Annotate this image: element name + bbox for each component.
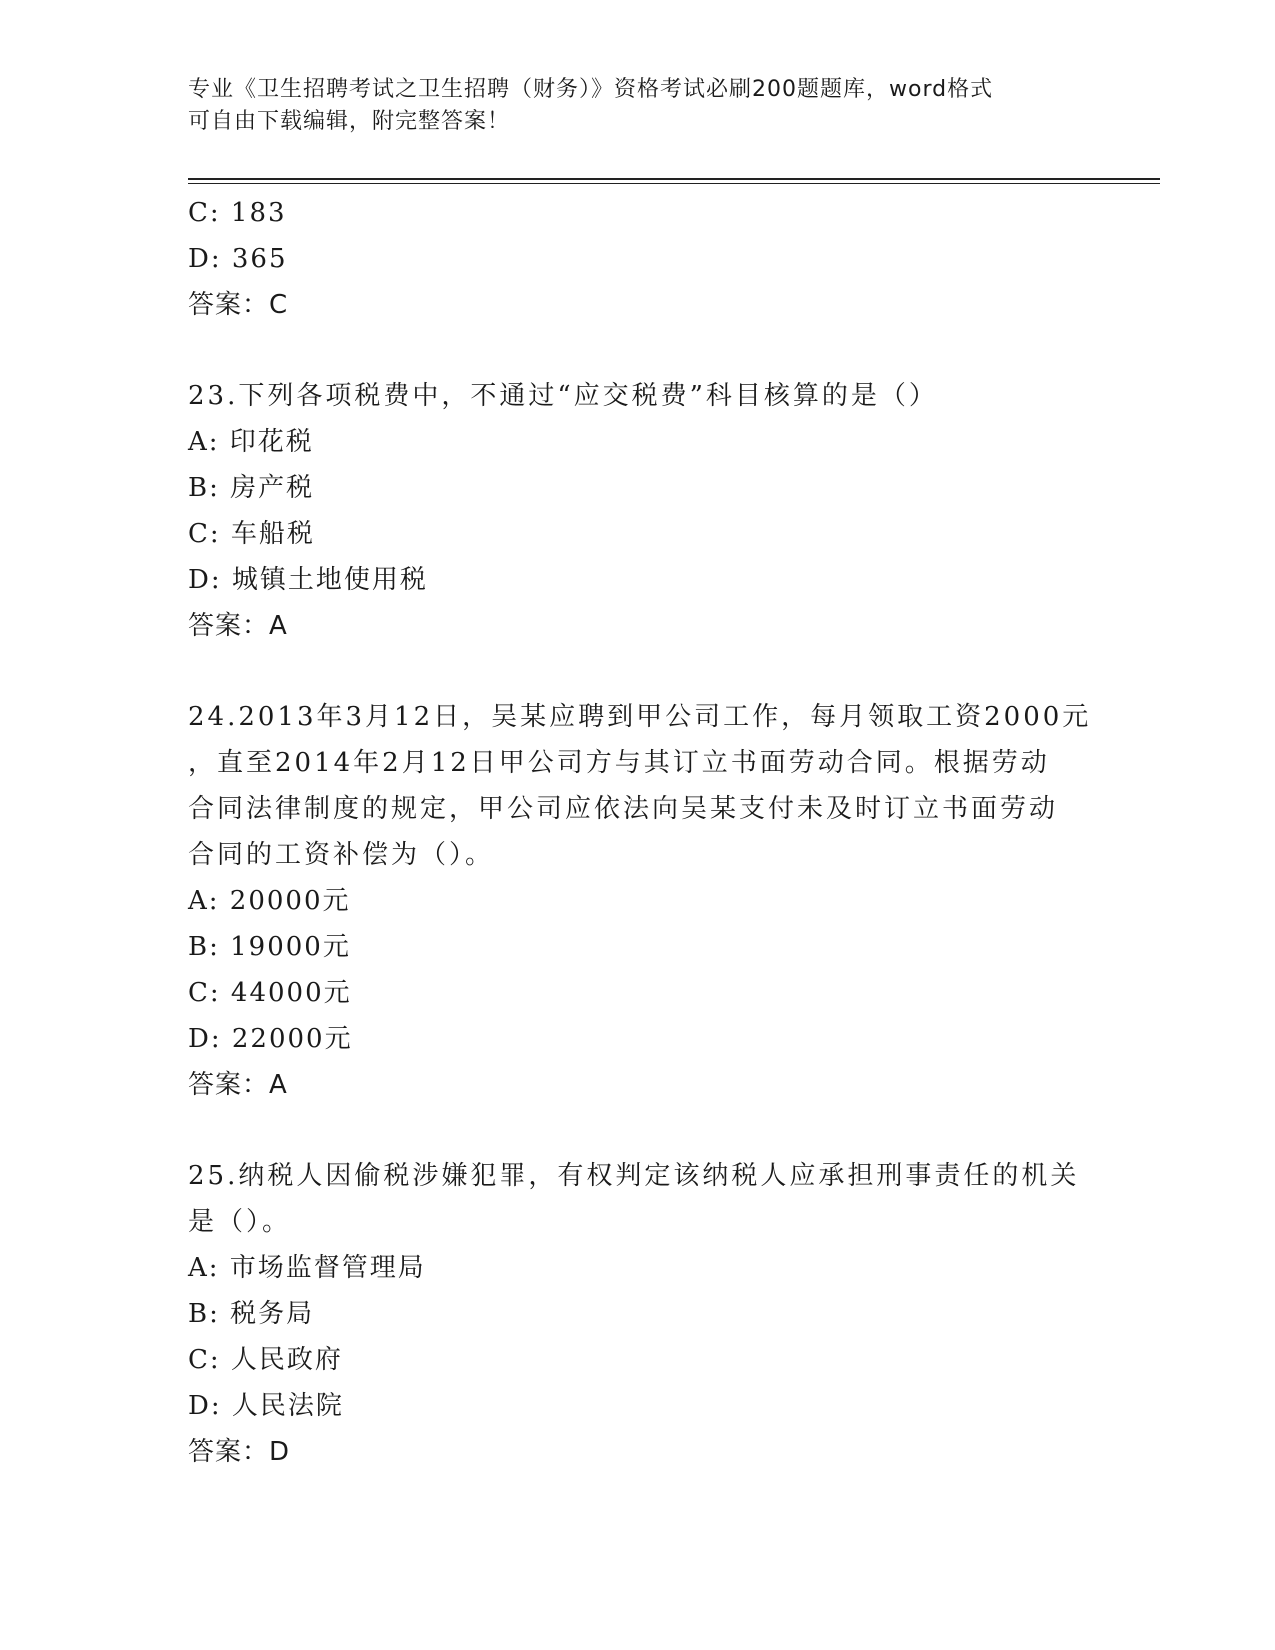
- question-25: [188, 1153, 1088, 1475]
- header-title-line-1: 专业《卫生招聘考试之卫生招聘（财务）》资格考试必刷200题题库，word格式: [188, 77, 994, 102]
- option-d: D: 365: [188, 244, 288, 274]
- header-rule-thick: [188, 178, 1160, 180]
- option-b: B: 房产税: [188, 473, 315, 503]
- header-rule-thin: [188, 183, 1160, 184]
- option-c: C: 183: [188, 198, 287, 228]
- question-stem-line: 合同的工资补偿为（）。: [188, 840, 495, 870]
- option-a: A: 20000元: [188, 886, 351, 916]
- question-stem: 23.下列各项税费中，不通过“应交税费”科目核算的是（）: [188, 381, 938, 411]
- option-c: C: 车船税: [188, 519, 315, 549]
- answer-line: 答案：A: [188, 611, 288, 641]
- option-c: C: 44000元: [188, 978, 352, 1008]
- question-stem-line: 25.纳税人因偷税涉嫌犯罪，有权判定该纳税人应承担刑事责任的机关: [188, 1161, 1080, 1191]
- question-list: [188, 190, 1092, 1475]
- option-b: B: 19000元: [188, 932, 351, 962]
- question-stem-line: 合同法律制度的规定，甲公司应依法向吴某支付未及时订立书面劳动: [188, 794, 1059, 824]
- option-a: A: 市场监督管理局: [188, 1253, 426, 1283]
- page-header: [188, 74, 1088, 138]
- question-23: [188, 373, 1088, 649]
- spacer: [188, 1108, 1088, 1153]
- answer-line: 答案：A: [188, 1070, 288, 1100]
- option-d: D: 人民法院: [188, 1391, 344, 1421]
- option-c: C: 人民政府: [188, 1345, 343, 1375]
- question-22-tail: [188, 190, 1088, 328]
- spacer: [188, 649, 1088, 694]
- question-24: [188, 694, 1092, 1108]
- option-a: A: 印花税: [188, 427, 314, 457]
- answer-line: 答案：C: [188, 290, 289, 320]
- question-stem-line: 是（）。: [188, 1207, 292, 1237]
- option-d: D: 22000元: [188, 1024, 353, 1054]
- question-stem-line: 24.2013年3月12日，吴某应聘到甲公司工作，每月领取工资2000元: [188, 702, 1092, 732]
- answer-line: 答案：D: [188, 1437, 291, 1467]
- spacer: [188, 328, 1088, 373]
- option-b: B: 税务局: [188, 1299, 315, 1329]
- header-title-line-2: 可自由下载编辑，附完整答案！: [188, 109, 511, 134]
- option-d: D: 城镇土地使用税: [188, 565, 428, 595]
- question-stem-line: ，直至2014年2月12日甲公司方与其订立书面劳动合同。根据劳动: [188, 748, 1050, 778]
